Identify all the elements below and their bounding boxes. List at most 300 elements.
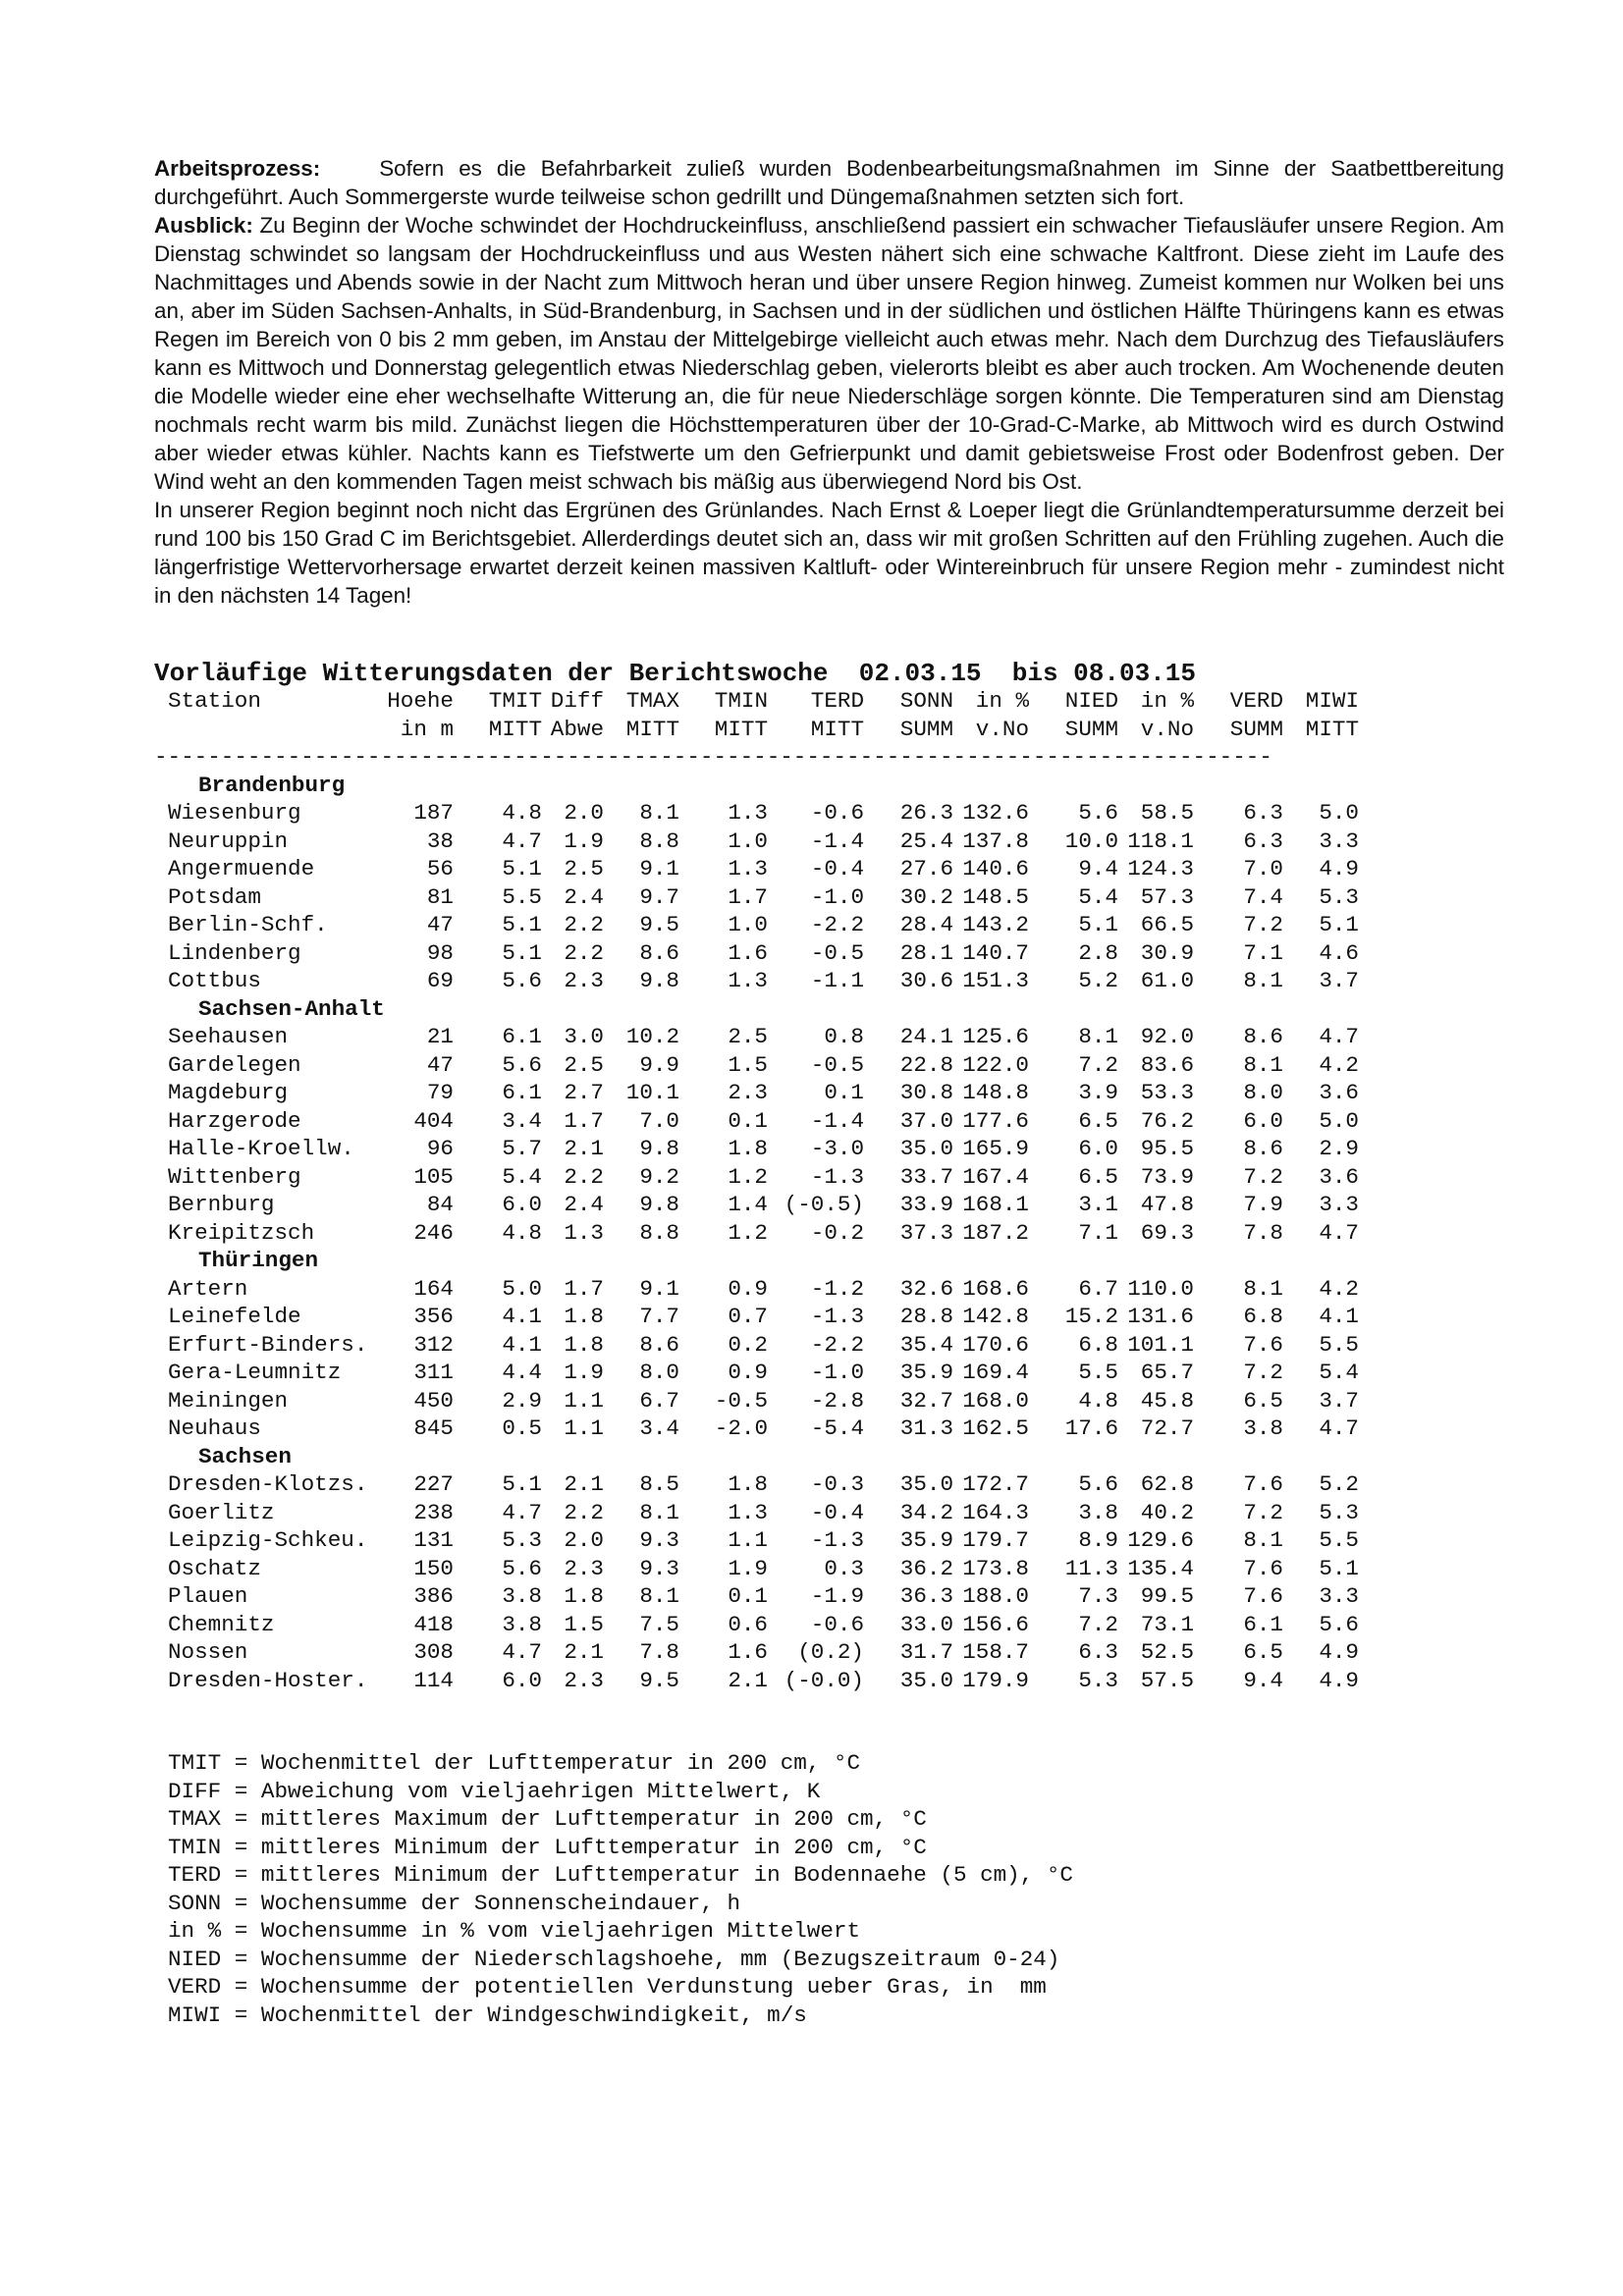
value-cell: 5.3 (1078, 1667, 1118, 1693)
value-cell: -0.6 (810, 1611, 864, 1637)
value-cell: 9.8 (639, 1192, 679, 1217)
column-header: MITT (625, 716, 679, 742)
ausblick-text: Zu Beginn der Woche schwindet der Hochdruckeinfluss, anschließend passiert ein schwacher Tiefausläufer unsere Region. Am Dienstag schwindet so langsam der Hochdruckeinfluss und aus Westen nähert sich eine schwache Kaltfront. Diese zieht im Laufe des Nachmittages und Abends sowie in der Nacht zum Mittwoch heran und über unsere Region hinweg. Zumeist kommen nur Wolken bei uns an, aber im Süden Sachsen-Anhalts, in Süd-Brandenburg, in Sachsen und in der südlichen und östlichen Hälfte Thüringens kann es etwas Regen im Bereich von 0 bis 2 mm geben, im Anstau der Mittelgebirge vielleicht auch etwas mehr. Nach dem Durchzug des Tiefausläufers kann es Mittwoch und Donnerstag gelegentlich etwas Niederschlag geben, vielerorts bleibt es aber auch trocken. Am Wochenende deuten die Modelle wieder eine eher wechselhafte Witterung an, die für neue Niederschläge sorgen könnte. Die Temperaturen sind am Dienstag nochmals recht warm bis mild. Zunächst liegen die Höchsttemperaturen über der 10-Grad-C-Marke, ab Mittwoch wird es durch Ostwind aber wieder etwas kühler. Nachts kann es Tiefstwerte um den Gefrierpunkt und damit gebietsweise Frost oder Bodenfrost geben. Der Wind weht an den kommenden Tagen meist schwach bis mäßig aus überwiegend Nord bis Ost. (154, 213, 1504, 494)
station-name-cell: Wittenberg (168, 1163, 301, 1190)
value-cell: 3.0 (564, 1024, 604, 1049)
value-cell: 56 (426, 856, 454, 881)
value-cell: 65.7 (1140, 1360, 1194, 1385)
table-body (154, 772, 1359, 1695)
value-cell: 164 (413, 1275, 454, 1302)
value-cell: 5.3 (1319, 883, 1359, 910)
value-cell: 35.0 (899, 1136, 953, 1161)
value-cell: 79 (426, 1080, 454, 1105)
value-cell: 5.6 (1319, 1611, 1359, 1637)
value-cell: 4.2 (1319, 1051, 1359, 1078)
value-cell: 110.0 (1127, 1275, 1194, 1302)
value-cell: 4.7 (1319, 1024, 1359, 1049)
value-cell: 9.8 (639, 1136, 679, 1161)
value-cell: 9.1 (639, 1275, 679, 1302)
value-cell: 179.9 (962, 1667, 1029, 1693)
value-cell: 158.7 (962, 1639, 1029, 1665)
value-cell: 57.3 (1140, 883, 1194, 910)
value-cell: 0.2 (728, 1331, 768, 1358)
value-cell: 24.1 (899, 1024, 953, 1049)
value-cell: 162.5 (962, 1415, 1029, 1441)
column-header: NIED (1064, 688, 1118, 714)
value-cell: 5.4 (502, 1163, 542, 1190)
value-cell: 4.8 (1078, 1387, 1118, 1414)
value-cell: 148.8 (962, 1080, 1029, 1105)
value-cell: 76.2 (1140, 1107, 1194, 1134)
column-header: MIWI (1305, 688, 1359, 714)
region-row (154, 1443, 1359, 1471)
value-cell: 1.8 (728, 1136, 768, 1161)
region-heading: Sachsen-Anhalt (198, 995, 385, 1022)
value-cell: -2.2 (810, 1331, 864, 1358)
value-cell: 8.8 (639, 828, 679, 854)
table-row (154, 1582, 1359, 1611)
table-row (154, 828, 1359, 856)
value-cell: 143.2 (962, 912, 1029, 937)
value-cell: 4.7 (502, 1639, 542, 1665)
value-cell: 3.3 (1319, 1583, 1359, 1609)
value-cell: 2.1 (564, 1639, 604, 1665)
value-cell: 308 (413, 1639, 454, 1665)
table-row (154, 1219, 1359, 1248)
value-cell: 66.5 (1140, 912, 1194, 937)
value-cell: 0.1 (728, 1107, 768, 1134)
value-cell: 6.1 (1243, 1611, 1283, 1637)
value-cell: 8.1 (1243, 1051, 1283, 1078)
value-cell: 5.1 (1319, 912, 1359, 937)
value-cell: 2.8 (1078, 939, 1118, 966)
value-cell: 4.7 (1319, 1415, 1359, 1441)
value-cell: 0.3 (824, 1555, 864, 1581)
table-row (154, 1051, 1359, 1080)
value-cell: 5.7 (502, 1136, 542, 1161)
column-header: SONN (899, 688, 953, 714)
value-cell: 8.1 (639, 1499, 679, 1525)
legend-line: VERD = Wochensumme der potentiellen Verdunstung ueber Gras, in mm (168, 1974, 1047, 2000)
value-cell: -0.6 (810, 800, 864, 826)
value-cell: 167.4 (962, 1163, 1029, 1190)
value-cell: 30.8 (899, 1080, 953, 1105)
value-cell: 7.2 (1078, 1051, 1118, 1078)
value-cell: 7.8 (1243, 1219, 1283, 1246)
table-separator: ------------------------------------------------------------------------------------ (154, 744, 1272, 770)
column-header: Abwe (550, 716, 604, 742)
value-cell: 2.0 (564, 800, 604, 826)
value-cell: 4.4 (502, 1360, 542, 1385)
value-cell: 61.0 (1140, 968, 1194, 993)
value-cell: 6.1 (502, 1024, 542, 1049)
station-name-cell: Erfurt-Binders. (168, 1331, 368, 1358)
value-cell: 845 (413, 1415, 454, 1441)
value-cell: 4.7 (1319, 1219, 1359, 1246)
station-name-cell: Harzgerode (168, 1107, 301, 1134)
value-cell: 6.5 (1078, 1107, 1118, 1134)
value-cell: 1.0 (728, 912, 768, 937)
value-cell: 99.5 (1140, 1583, 1194, 1609)
table-row (154, 1526, 1359, 1555)
legend-line: TMIT = Wochenmittel der Lufttemperatur in 200 cm, °C (168, 1750, 861, 1776)
value-cell: 1.8 (564, 1304, 604, 1329)
value-cell: 9.8 (639, 968, 679, 993)
value-cell: 124.3 (1127, 856, 1194, 881)
value-cell: 118.1 (1127, 828, 1194, 854)
value-cell: 72.7 (1140, 1415, 1194, 1441)
station-name-cell: Oschatz (168, 1555, 261, 1581)
table-row (154, 967, 1359, 995)
station-name-cell: Seehausen (168, 1024, 289, 1049)
value-cell: -0.4 (810, 1499, 864, 1525)
value-cell: 7.5 (639, 1611, 679, 1637)
value-cell: 4.8 (502, 800, 542, 826)
legend-line: DIFF = Abweichung vom vieljaehrigen Mittelwert, K (168, 1778, 821, 1804)
table-row (154, 883, 1359, 912)
value-cell: 6.5 (1243, 1387, 1283, 1414)
value-cell: 7.3 (1078, 1583, 1118, 1609)
value-cell: 53.3 (1140, 1080, 1194, 1105)
value-cell: 1.8 (564, 1583, 604, 1609)
table-row (154, 1667, 1359, 1695)
value-cell: 101.1 (1127, 1331, 1194, 1358)
value-cell: -0.4 (810, 856, 864, 881)
value-cell: 32.6 (899, 1275, 953, 1302)
value-cell: 8.1 (1243, 1275, 1283, 1302)
value-cell: 28.1 (899, 939, 953, 966)
value-cell: 4.2 (1319, 1275, 1359, 1302)
value-cell: 0.6 (728, 1611, 768, 1637)
value-cell: 246 (413, 1219, 454, 1246)
region-row (154, 772, 1359, 800)
column-header: VERD (1229, 688, 1283, 714)
value-cell: 3.3 (1319, 1192, 1359, 1217)
value-cell: 52.5 (1140, 1639, 1194, 1665)
value-cell: 114 (413, 1667, 454, 1693)
station-name-cell: Kreipitzsch (168, 1219, 315, 1246)
value-cell: 2.1 (564, 1136, 604, 1161)
value-cell: 135.4 (1127, 1555, 1194, 1581)
region-heading: Brandenburg (198, 772, 346, 798)
value-cell: 132.6 (962, 800, 1029, 826)
value-cell: 1.3 (728, 1499, 768, 1525)
value-cell: 2.9 (1319, 1136, 1359, 1161)
value-cell: 1.3 (728, 800, 768, 826)
station-name-cell: Meiningen (168, 1387, 289, 1414)
value-cell: 11.3 (1064, 1555, 1118, 1581)
value-cell: 1.3 (728, 968, 768, 993)
value-cell: 386 (413, 1583, 454, 1609)
value-cell: 36.2 (899, 1555, 953, 1581)
arbeitsprozess-paragraph (154, 154, 1504, 211)
value-cell: 38 (426, 828, 454, 854)
weather-data-table (154, 687, 1359, 1694)
value-cell: 179.7 (962, 1527, 1029, 1553)
value-cell: 35.0 (899, 1471, 953, 1497)
value-cell: 1.6 (728, 1639, 768, 1665)
value-cell: 5.5 (1319, 1527, 1359, 1553)
value-cell: 1.5 (564, 1611, 604, 1637)
value-cell: 5.2 (1078, 968, 1118, 993)
station-name-cell: Dresden-Hoster. (168, 1667, 368, 1693)
value-cell: 1.9 (564, 828, 604, 854)
value-cell: 0.1 (824, 1080, 864, 1105)
column-header: v.No (1140, 716, 1194, 742)
value-cell: 5.0 (1319, 800, 1359, 826)
value-cell: (0.2) (797, 1639, 864, 1665)
abbreviation-legend (168, 1749, 1073, 2029)
table-row (154, 939, 1359, 968)
value-cell: 1.4 (728, 1192, 768, 1217)
value-cell: 1.0 (728, 828, 768, 854)
value-cell: 15.2 (1064, 1304, 1118, 1329)
value-cell: 8.8 (639, 1219, 679, 1246)
value-cell: 58.5 (1140, 800, 1194, 826)
value-cell: 47 (426, 912, 454, 937)
value-cell: 170.6 (962, 1331, 1029, 1358)
value-cell: (-0.0) (784, 1667, 864, 1693)
value-cell: 3.7 (1319, 1387, 1359, 1414)
value-cell: 1.1 (564, 1387, 604, 1414)
value-cell: 57.5 (1140, 1667, 1194, 1693)
value-cell: 131 (413, 1527, 454, 1553)
value-cell: 2.4 (564, 1192, 604, 1217)
legend-line: SONN = Wochensumme der Sonnenscheindauer, h (168, 1890, 741, 1916)
table-row (154, 1023, 1359, 1051)
value-cell: 5.5 (1319, 1331, 1359, 1358)
value-cell: -1.2 (810, 1275, 864, 1302)
station-name-cell: Dresden-Klotzs. (168, 1471, 368, 1497)
value-cell: 3.8 (502, 1583, 542, 1609)
value-cell: 7.6 (1243, 1555, 1283, 1581)
value-cell: -5.4 (810, 1415, 864, 1441)
value-cell: 8.1 (1243, 968, 1283, 993)
table-row (154, 1163, 1359, 1192)
value-cell: 1.3 (728, 856, 768, 881)
value-cell: 98 (426, 939, 454, 966)
value-cell: 8.6 (1243, 1136, 1283, 1161)
value-cell: 33.9 (899, 1192, 953, 1217)
value-cell: 1.7 (564, 1107, 604, 1134)
value-cell: 40.2 (1140, 1499, 1194, 1525)
value-cell: 187.2 (962, 1219, 1029, 1246)
value-cell: 8.0 (1243, 1080, 1283, 1105)
value-cell: 35.9 (899, 1360, 953, 1385)
value-cell: 1.9 (564, 1360, 604, 1385)
value-cell: 4.9 (1319, 1667, 1359, 1693)
value-cell: 8.9 (1078, 1527, 1118, 1553)
column-header (154, 716, 385, 744)
value-cell: 5.6 (502, 968, 542, 993)
value-cell: 7.6 (1243, 1583, 1283, 1609)
value-cell: 7.1 (1243, 939, 1283, 966)
station-name-cell: Neuhaus (168, 1415, 261, 1441)
value-cell: 6.0 (1078, 1136, 1118, 1161)
value-cell: 9.5 (639, 1667, 679, 1693)
value-cell: 3.4 (502, 1107, 542, 1134)
value-cell: 8.1 (1243, 1527, 1283, 1553)
column-header: in % (1140, 688, 1194, 714)
region-row (154, 995, 1359, 1024)
value-cell: 450 (413, 1387, 454, 1414)
value-cell: 142.8 (962, 1304, 1029, 1329)
value-cell: 169.4 (962, 1360, 1029, 1385)
station-name-cell: Leinefelde (168, 1304, 301, 1329)
value-cell: 1.7 (564, 1275, 604, 1302)
column-header: MITT (714, 716, 768, 742)
value-cell: 0.9 (728, 1275, 768, 1302)
value-cell: 6.3 (1078, 1639, 1118, 1665)
value-cell: 168.0 (962, 1387, 1029, 1414)
value-cell: 4.9 (1319, 1639, 1359, 1665)
value-cell: 30.9 (1140, 939, 1194, 966)
value-cell: 30.6 (899, 968, 953, 993)
legend-line: in % = Wochensumme in % vom vieljaehrigen Mittelwert (168, 1918, 861, 1944)
value-cell: 2.3 (564, 1555, 604, 1581)
column-header: TERD (810, 688, 864, 714)
station-name-cell: Artern (168, 1275, 248, 1302)
value-cell: 173.8 (962, 1555, 1029, 1581)
station-name-cell: Goerlitz (168, 1499, 275, 1525)
value-cell: 312 (413, 1331, 454, 1358)
value-cell: -3.0 (810, 1136, 864, 1161)
value-cell: 5.4 (1319, 1360, 1359, 1385)
value-cell: 10.0 (1064, 828, 1118, 854)
table-row (154, 1107, 1359, 1136)
column-header: TMIT (488, 688, 542, 714)
value-cell: 33.0 (899, 1611, 953, 1637)
value-cell: -2.2 (810, 912, 864, 937)
value-cell: 45.8 (1140, 1387, 1194, 1414)
value-cell: 4.6 (1319, 939, 1359, 966)
value-cell: 6.8 (1243, 1304, 1283, 1329)
value-cell: 10.1 (625, 1080, 679, 1105)
value-cell: 7.2 (1078, 1611, 1118, 1637)
column-header: TMIN (714, 688, 768, 714)
station-name-cell: Gardelegen (168, 1051, 301, 1078)
value-cell: 5.1 (1078, 912, 1118, 937)
column-header: TMAX (625, 688, 679, 714)
value-cell: 17.6 (1064, 1415, 1118, 1441)
value-cell: 5.1 (1319, 1555, 1359, 1581)
value-cell: 4.1 (502, 1304, 542, 1329)
value-cell: 5.4 (1078, 883, 1118, 910)
value-cell: 92.0 (1140, 1024, 1194, 1049)
value-cell: 35.9 (899, 1527, 953, 1553)
station-name-cell: Magdeburg (168, 1080, 289, 1105)
value-cell: 7.0 (639, 1107, 679, 1134)
value-cell: 2.2 (564, 939, 604, 966)
table-separator-row (154, 743, 1359, 772)
value-cell: 2.5 (564, 856, 604, 881)
value-cell: 2.5 (564, 1051, 604, 1078)
station-name-cell: Chemnitz (168, 1611, 275, 1637)
value-cell: 148.5 (962, 883, 1029, 910)
value-cell: 404 (413, 1107, 454, 1134)
value-cell: 1.1 (564, 1415, 604, 1441)
column-header: MITT (488, 716, 542, 742)
value-cell: -1.0 (810, 883, 864, 910)
value-cell: 187 (413, 800, 454, 826)
value-cell: 3.8 (502, 1611, 542, 1637)
station-name-cell: Plauen (168, 1583, 248, 1609)
value-cell: 129.6 (1127, 1527, 1194, 1553)
station-name-cell: Wiesenburg (168, 800, 301, 826)
value-cell: 8.6 (639, 939, 679, 966)
value-cell: 0.7 (728, 1304, 768, 1329)
value-cell: 26.3 (899, 800, 953, 826)
value-cell: 9.7 (639, 883, 679, 910)
value-cell: 30.2 (899, 883, 953, 910)
value-cell: 140.7 (962, 939, 1029, 966)
ausblick-paragraph (154, 211, 1504, 496)
value-cell: 2.9 (502, 1387, 542, 1414)
table-header-row-2 (154, 716, 1359, 744)
value-cell: 6.1 (502, 1080, 542, 1105)
value-cell: 168.1 (962, 1192, 1029, 1217)
value-cell: -0.2 (810, 1219, 864, 1246)
value-cell: 9.2 (639, 1163, 679, 1190)
value-cell: 33.7 (899, 1163, 953, 1190)
column-header: Diff (550, 688, 604, 714)
value-cell: -1.4 (810, 1107, 864, 1134)
value-cell: 188.0 (962, 1583, 1029, 1609)
value-cell: 150 (413, 1555, 454, 1581)
value-cell: 8.5 (639, 1471, 679, 1497)
value-cell: 6.3 (1243, 828, 1283, 854)
value-cell: 6.5 (1078, 1163, 1118, 1190)
value-cell: 4.1 (1319, 1304, 1359, 1329)
value-cell: 5.0 (502, 1275, 542, 1302)
value-cell: 9.4 (1243, 1667, 1283, 1693)
value-cell: 7.0 (1243, 856, 1283, 881)
value-cell: 32.7 (899, 1387, 953, 1414)
value-cell: 4.7 (502, 1499, 542, 1525)
column-header: MITT (810, 716, 864, 742)
value-cell: 1.6 (728, 939, 768, 966)
value-cell: 83.6 (1140, 1051, 1194, 1078)
value-cell: 165.9 (962, 1136, 1029, 1161)
value-cell: 7.2 (1243, 1163, 1283, 1190)
value-cell: 73.1 (1140, 1611, 1194, 1637)
value-cell: 73.9 (1140, 1163, 1194, 1190)
value-cell: 3.3 (1319, 828, 1359, 854)
value-cell: 7.2 (1243, 912, 1283, 937)
value-cell: 6.8 (1078, 1331, 1118, 1358)
table-row (154, 1303, 1359, 1331)
value-cell: (-0.5) (784, 1192, 864, 1217)
value-cell: -0.3 (810, 1471, 864, 1497)
value-cell: 1.5 (728, 1051, 768, 1078)
value-cell: 25.4 (899, 828, 953, 854)
value-cell: 2.0 (564, 1527, 604, 1553)
column-header: in % (975, 688, 1029, 714)
value-cell: 3.6 (1319, 1163, 1359, 1190)
table-row (154, 1555, 1359, 1583)
value-cell: 47.8 (1140, 1192, 1194, 1217)
value-cell: 7.4 (1243, 883, 1283, 910)
value-cell: 5.5 (1078, 1360, 1118, 1385)
value-cell: 1.3 (564, 1219, 604, 1246)
legend-line: NIED = Wochensumme der Niederschlagshoehe, mm (Bezugszeitraum 0-24) (168, 1946, 1060, 1972)
value-cell: -1.1 (810, 968, 864, 993)
column-header: Hoehe (387, 688, 454, 714)
value-cell: 4.9 (1319, 856, 1359, 881)
value-cell: 1.1 (728, 1527, 768, 1553)
value-cell: 10.2 (625, 1024, 679, 1049)
value-cell: 8.1 (639, 1583, 679, 1609)
